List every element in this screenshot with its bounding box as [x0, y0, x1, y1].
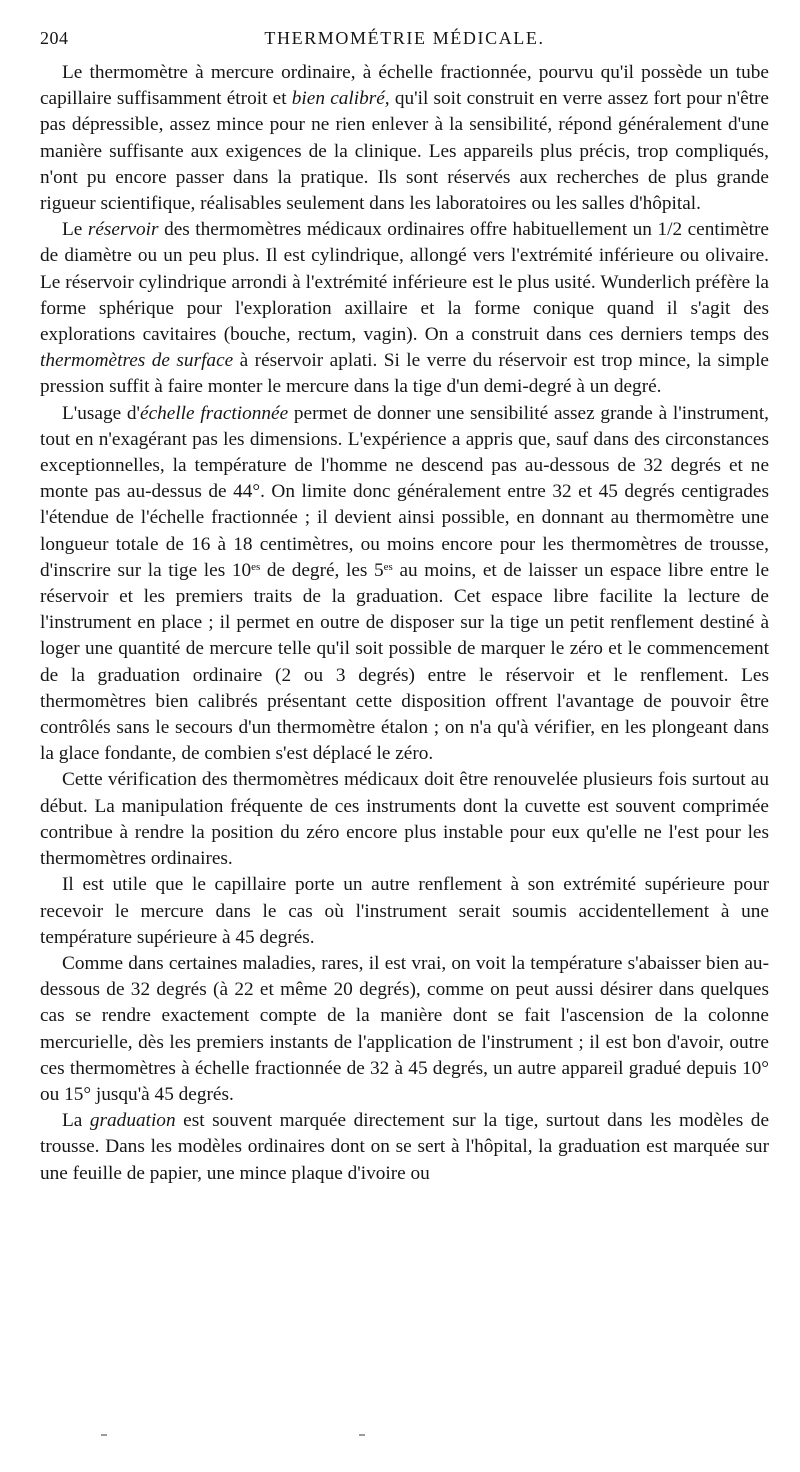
page-number: 204 [40, 28, 69, 48]
text-run: est souvent marquée directement sur la tige, surtout dans les modèles de trousse. Dans les modèles ordinaires dont on se sert à l'hôpital, la graduation est marquée sur une feuille de papier, une mince plaque d'ivoire ou [40, 1110, 769, 1184]
text-run: Il est utile que le capillaire porte un autre renflement à son extrémité supérieure pour recevoir le mercure dans le cas où l'instrument serait soumis accidentellement à une température supérieure à 45 degrés. [40, 874, 769, 948]
text-run: Le [62, 219, 88, 241]
italic-term: bien calibré, [291, 88, 390, 110]
text-run: des thermomètres médicaux ordinaires offre habituellement un 1/2 centimètre de diamètre ou un peu plus. Il est cylindrique, allongé vers l'extrémité inférieure ou olivaire. Le réservoir cylindrique arrondi à l'extrémité inférieure est le plus usité. Wunderlich préfère la forme sphérique pour l'exploration axillaire et la forme conique quand il s'agit des explorations cavitaires (bouche, rectum, vagin). On a construit dans ces derniers temps des [40, 219, 769, 346]
text-run: L'usage d' [62, 402, 141, 424]
text-run: permet de donner une sensibilité assez grande à l'instrument, tout en n'exagérant pas les dimensions. L'expérience a appris que, sauf dans des circonstances exceptionnelles, la température de l'homme ne descend pas au-dessous de 32 degrés et ne monte pas au-dessus de 44°. On limite donc généralement entre 32 et 45 degrés centigrades l'étendue de l'échelle fractionnée ; il devient ainsi possible, en donnant au thermomètre une longueur totale de 16 à 18 centimètres, ou moins encore pour les thermomètres de trousse, d'inscrire sur la tige les 10 [40, 402, 769, 581]
superscript: es [251, 560, 261, 573]
paragraph [40, 951, 769, 1108]
footer-mark [359, 1434, 365, 1436]
text-run: à réservoir aplati. Si le verre du réservoir est trop mince, la simple pression suffit à faire monter le mercure dans la tige d'un demi-degré à un degré. [40, 350, 769, 398]
text-run: La [62, 1110, 90, 1132]
italic-term: échelle fractionnée [140, 402, 289, 424]
paragraph [40, 872, 769, 951]
italic-term: graduation [89, 1110, 176, 1132]
italic-term: réservoir [87, 219, 159, 241]
running-title: THERMOMÉTRIE MÉDICALE. [264, 28, 545, 48]
text-run: Comme dans certaines maladies, rares, il est vrai, on voit la température s'abaisser bien au-dessous de 32 degrés (à 22 et même 20 degrés), comme on peut aussi désirer dans quelques cas se rendre exactement compte de la manière dont se fait l'ascension de la colonne mercurielle, dès les premiers instants de l'application de l'instrument ; il est bon d'avoir, outre ces thermomètres à échelle fractionnée de 32 à 45 degrés, un autre appareil gradué depuis 10° ou 15° jusqu'à 45 degrés. [40, 952, 769, 1105]
text-run: qu'il soit construit en verre assez fort pour n'être pas dépressible, assez mince pour ne rien enlever à la sensibilité, répond généralement d'une manière suffisante aux exigences de la clinique. Les appareils plus précis, trop compliqués, n'ont pu encore passer dans la pratique. Ils sont réservés aux recherches de plus grande rigueur scientifique, réalisables seulement dans les laboratoires ou les salles d'hôpital. [40, 88, 769, 215]
paragraph [40, 1108, 769, 1187]
footer-mark [101, 1434, 107, 1436]
paragraph [40, 217, 769, 400]
paragraph [40, 60, 769, 217]
text-run: Le thermomètre à mercure ordinaire, à échelle fractionnée, pourvu qu'il possède un tube capillaire suffisamment étroit et [40, 62, 769, 110]
page-header [40, 28, 769, 58]
paragraph [40, 401, 769, 768]
text-run: de degré, les 5 [260, 559, 384, 581]
italic-term: thermomètres de surface [40, 350, 234, 372]
paragraph [40, 767, 769, 872]
body-text [40, 60, 769, 1187]
text-run: au moins, et de laisser un espace libre entre le réservoir et les premiers traits de la graduation. Cet espace libre facilite la lecture de l'instrument en place ; il permet en outre de disposer sur la tige un petit renflement destiné à loger une quantité de mercure telle qu'il soit possible de marquer le zéro et le commencement de la graduation ordinaire (2 ou 3 degrés) entre le réservoir et le renflement. Les thermomètres bien calibrés présentant cette disposition offrent l'avantage de pouvoir être contrôlés sans le secours d'un thermomètre étalon ; on n'a qu'à vérifier, en les plongeant dans la glace fondante, de combien s'est déplacé le zéro. [40, 559, 770, 765]
superscript: es [383, 560, 393, 573]
text-run: Cette vérification des thermomètres médicaux doit être renouvelée plusieurs fois surtout au début. La manipulation fréquente de ces instruments dont la cuvette est souvent comprimée contribue à rendre la position du zéro encore plus instable pour eux qu'elle ne l'est pour les thermomètres ordinaires. [40, 769, 769, 870]
